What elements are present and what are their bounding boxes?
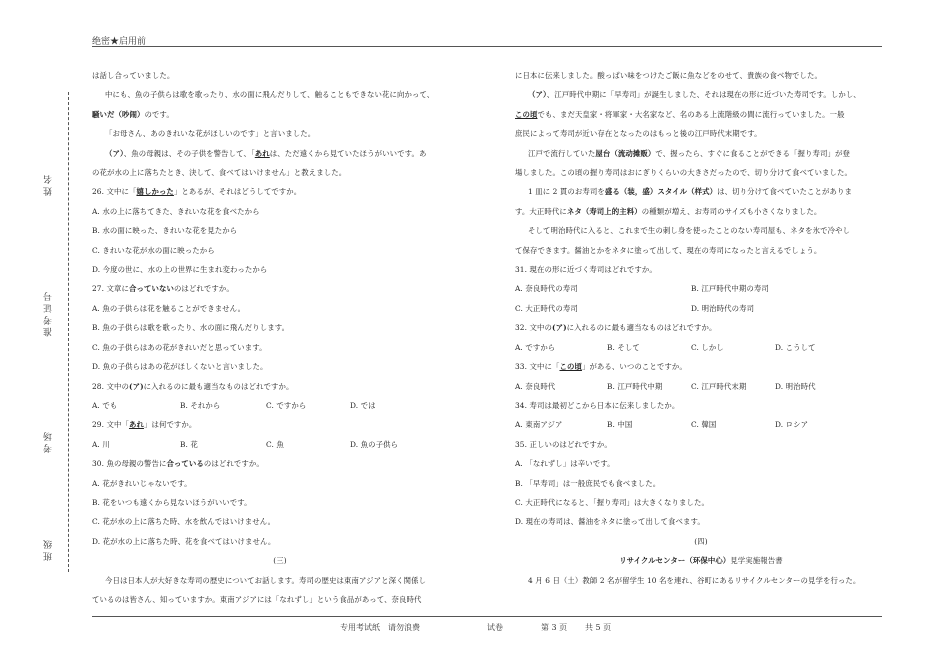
header-rule [92, 46, 882, 47]
footer-rule [92, 616, 882, 617]
option: A. 「なれずし」は辛いです。 [515, 459, 615, 469]
paragraph: 庶民によって寿司が近い存在となったのはもっと後の江戸時代末期です。 [515, 129, 762, 139]
question-28: 28. 文中の(ア)に入れるのに最も適当なものはどれですか。 [92, 381, 294, 391]
option: A. 東南アジア [515, 420, 563, 430]
option: D. 明治時代の寿司 [691, 303, 755, 313]
options-row [515, 338, 887, 357]
option: D. 魚の子供らはあの花がほしくないと言いました。 [92, 362, 268, 372]
page-total: 共 5 页 [585, 623, 612, 632]
option: C. 大正時代になると、「握り寿司」は大きくなりました。 [515, 497, 709, 507]
option: B. それから [180, 400, 221, 410]
footer-note: 专用考试纸 请勿浪费 [340, 623, 420, 632]
report-title: リサイクルセンター（环保中心）見学実施報告書 [619, 556, 783, 566]
paragraph: 中にも、魚の子供らは歌を歌ったり、水の面に飛んだりして、触ることもできない花に向かって、 [105, 90, 435, 100]
question-35: 35. 正しいのはどれですか。 [515, 439, 612, 449]
footer-kind: 试卷 [487, 623, 503, 632]
options-row [515, 299, 887, 318]
ticket-number-label: 准 考 证 号 [44, 292, 54, 337]
option: B. 「早寿司」は一般庶民でも食べました。 [515, 478, 661, 488]
option: D. では [350, 400, 376, 410]
paragraph: 1 皿に 2 貫のお寿司を盛る（装，盛）スタイル（样式）は、切り分けて食べていたことがありま [528, 187, 852, 197]
option: C. ですから [266, 400, 307, 410]
paragraph: 騒いだ（吵闹）のです。 [92, 109, 174, 119]
right-column [515, 66, 887, 590]
question-33: 33. 文中に「この頃」がある、いつのことですか。 [515, 362, 687, 372]
options-row [515, 279, 887, 298]
option: A. 奈良時代 [515, 381, 556, 391]
paragraph: ているのは皆さん、知っていますか。東南アジアには「なれずし」という食品があって、奈良時代 [92, 594, 422, 604]
paragraph: は話し合っていました。 [92, 71, 175, 80]
option: D. 魚の子供ら [350, 439, 399, 449]
header-label: 绝密★启用前 [92, 37, 147, 47]
option: A. 川 [92, 439, 110, 449]
section-heading: (三) [273, 556, 287, 566]
section-heading: (四) [694, 536, 708, 546]
question-34: 34. 寿司は最初どこから日本に伝来しましたか。 [515, 400, 680, 410]
question-30: 30. 魚の母親の警告に合っているのはどれですか。 [92, 459, 264, 469]
left-column [92, 66, 468, 609]
paragraph: て保存できます。醤油とかをネタに塗って出して、現在の寿司になったと言えるでしょう。 [515, 245, 822, 255]
paragraph: この頃でも、まだ天皇家・将軍家・大名家など、名のある上流階級の間に流行っていました。一般 [515, 109, 845, 119]
option: A. 奈良時代の寿司 [515, 284, 578, 294]
option: C. 魚の子供らはあの花がきれいだと思っています。 [92, 342, 267, 352]
option: A. 魚の子供らは花を触ることができません。 [92, 303, 246, 313]
option: B. そして [607, 342, 640, 352]
option: D. 明治時代 [775, 381, 816, 391]
option: B. 江戸時代中期 [607, 381, 663, 391]
paragraph: 今日は日本人が大好きな寿司の歴史についてお話します。寿司の歴史は東南アジアと深く関係し [105, 575, 427, 585]
paragraph: に日本に伝来しました。酸っぱい味をつけたご飯に魚などをのせて、貴族の食べ物でした。 [515, 71, 822, 80]
option: A. 水の上に落ちてきた、きれいな花を食べたから [92, 206, 260, 216]
paragraph: （ア）、江戸時代中期に「早寿司」が誕生しました、それは現在の形に近づいた寿司です。しかし、 [528, 90, 861, 100]
paragraph: す。大正時代にネタ（寿司上的主料）の種類が増え、お寿司のサイズも小さくなりました。 [515, 206, 822, 216]
class-label: 班 级 [44, 540, 54, 561]
question-29: 29. 文中「あれ」は何ですか。 [92, 420, 197, 430]
option: C. きれいな花が水の面に映ったから [92, 245, 215, 255]
options-row [92, 435, 468, 454]
options-row [515, 377, 887, 396]
option: C. しかし [691, 342, 724, 352]
option: B. 中国 [607, 420, 633, 430]
paragraph: 場しました。この頃の握り寿司はおにぎりくらいの大きさだったので、切り分けて食べていました。 [515, 168, 852, 178]
option: C. 韓国 [691, 420, 717, 430]
question-26: 26. 文中に「嬉しかった」とあるが、それはどうしてですか。 [92, 187, 302, 197]
option: B. 花をいつも遠くから見ないほうがいいです。 [92, 497, 252, 507]
paragraph: 江戸で流行していた屋台（流动摊贩）で、握ったら、すぐに食ることができる「握り寿司」が登 [528, 148, 850, 158]
name-label: 姓 名 [44, 175, 54, 196]
option: D. こうして [775, 342, 816, 352]
option: B. 魚の子供らは歌を歌ったり、水の面に飛んだりします。 [92, 323, 290, 333]
option: C. 江戸時代末期 [691, 381, 747, 391]
option: C. 花が水の上に落ちた時、水を飲んではいけません。 [92, 517, 276, 527]
option: B. 花 [180, 439, 198, 449]
paragraph: 4 月 6 日（土）教師 2 名が留学生 10 名を連れ、谷町にあるリサイクルセンターの見学を行った。 [528, 575, 861, 585]
question-32: 32. 文中の(ア)に入れるのに最も適当なものはどれですか。 [515, 323, 717, 333]
option: C. 魚 [266, 439, 284, 449]
paragraph: の花が水の上に落ちたとき、決して、食べてはいけません」と教えました。 [92, 168, 347, 178]
option: A. ですから [515, 342, 556, 352]
paragraph: そして明治時代に入ると、これまで生の刺し身を使ったことのない寿司屋も、ネタを氷で冷やし [528, 226, 851, 236]
option: D. ロシア [775, 420, 809, 430]
option: A. 花がきれいじゃないです。 [92, 478, 192, 488]
question-27: 27. 文章に合っていないのはどれですか。 [92, 284, 234, 294]
question-31: 31. 現在の形に近づく寿司はどれですか。 [515, 265, 657, 275]
paragraph: （ア）、魚の母親は、その子供を警告して、「あれは、ただ遠くから見ていたほうがいいです。あ [105, 148, 427, 158]
option: C. 大正時代の寿司 [515, 303, 578, 313]
paragraph: 「お母さん、あのきれいな花がほしいのです」と言いました。 [105, 129, 316, 139]
option: D. 現在の寿司は、醤油をネタに塗って出して食べます。 [515, 517, 705, 527]
page-number: 第 3 页 [541, 623, 568, 632]
option: B. 江戸時代中期の寿司 [691, 284, 769, 294]
option: D. 今度の世に、水の上の世界に生まれ変わったから [92, 265, 268, 275]
option: A. でも [92, 400, 118, 410]
binding-line [68, 92, 69, 572]
exam-room-label: 考 场 [44, 432, 54, 453]
option: D. 花が水の上に落ちた時、花を食べてはいけません。 [92, 536, 276, 546]
option: B. 水の面に映った、きれいな花を見たから [92, 226, 238, 236]
options-row [92, 396, 468, 415]
options-row [515, 415, 887, 434]
